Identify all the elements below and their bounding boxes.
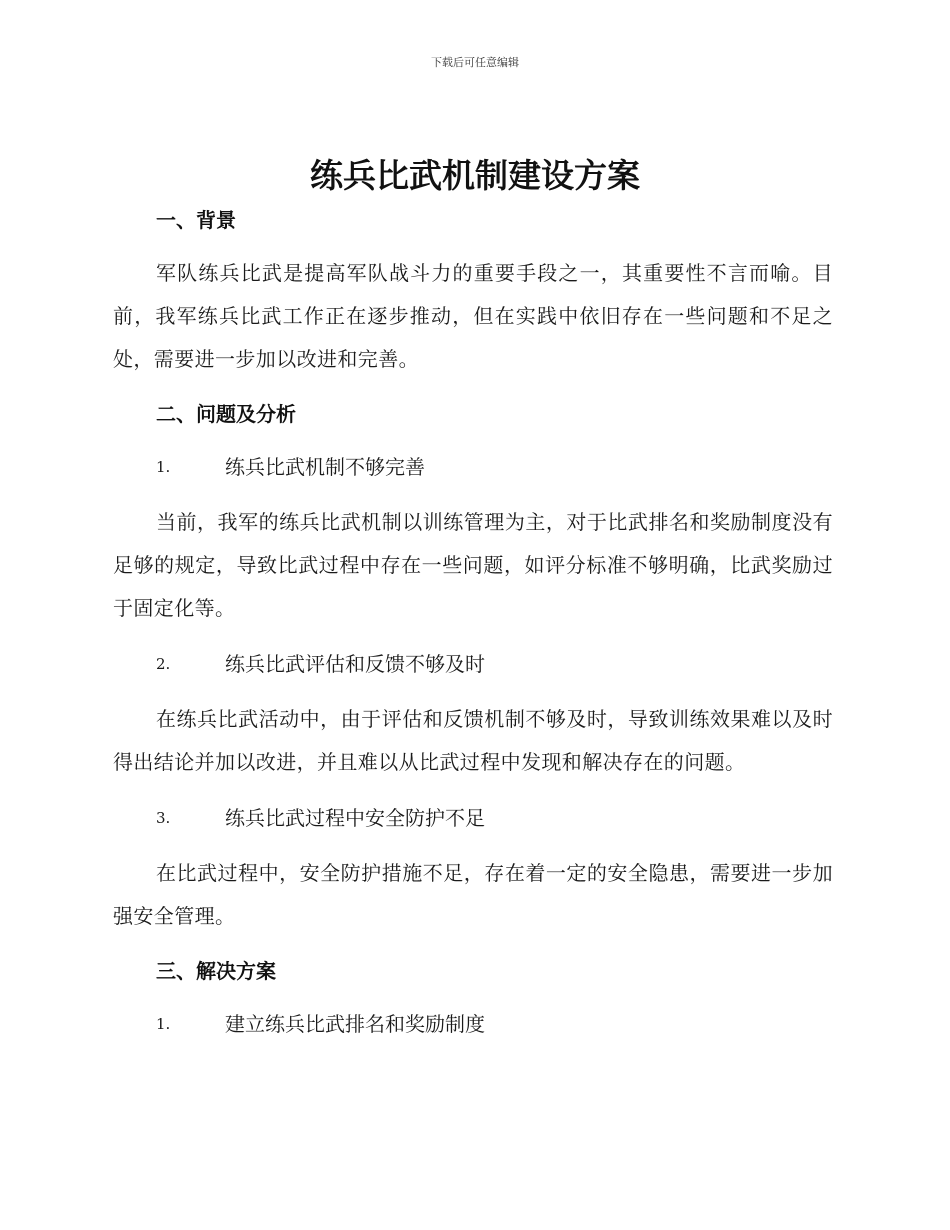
list-number: 3. bbox=[156, 809, 171, 827]
spacer bbox=[113, 630, 833, 643]
problem-2-paragraph: 在练兵比武活动中，由于评估和反馈机制不够及时，导致训练效果难以及时得出结论并加以改进，并且难以从比武过程中发现和解决存在的问题。 bbox=[113, 707, 833, 774]
spacer bbox=[113, 434, 833, 446]
problem-1-paragraph: 当前，我军的练兵比武机制以训练管理为主，对于比武排名和奖励制度没有足够的规定，导致比武过程中存在一些问题，如评分标准不够明确，比武奖励过于固定化等。 bbox=[113, 510, 833, 620]
page-header-note: 下载后可任意编辑 bbox=[431, 56, 519, 69]
section-heading-problems: 二、问题及分析 bbox=[156, 402, 296, 426]
spacer bbox=[113, 991, 833, 1003]
spacer bbox=[113, 686, 833, 698]
spacer bbox=[113, 240, 833, 252]
solution-item-1 bbox=[113, 1003, 833, 1046]
document-body bbox=[113, 200, 833, 1046]
problem-3-paragraph: 在比武过程中，安全防护措施不足，存在着一定的安全隐患，需要进一步加强安全管理。 bbox=[113, 861, 833, 928]
list-item-title: 建立练兵比武排名和奖励制度 bbox=[225, 1012, 485, 1036]
list-number: 1. bbox=[156, 458, 171, 476]
list-item-title: 练兵比武评估和反馈不够及时 bbox=[225, 652, 485, 676]
problem-item-2 bbox=[113, 643, 833, 686]
list-number: 1. bbox=[156, 1015, 171, 1033]
list-item-title: 练兵比武过程中安全防护不足 bbox=[225, 806, 485, 830]
page-title: 练兵比武机制建设方案 bbox=[310, 156, 640, 195]
spacer bbox=[113, 381, 833, 394]
spacer bbox=[113, 938, 833, 951]
spacer bbox=[113, 489, 833, 501]
list-item-title: 练兵比武机制不够完善 bbox=[225, 455, 425, 479]
background-paragraph: 军队练兵比武是提高军队战斗力的重要手段之一，其重要性不言而喻。目前，我军练兵比武工作正在逐步推动，但在实践中依旧存在一些问题和不足之处，需要进一步加以改进和完善。 bbox=[113, 261, 833, 371]
problem-item-3 bbox=[113, 797, 833, 840]
section-heading-solutions: 三、解决方案 bbox=[156, 959, 276, 983]
section-heading-background: 一、背景 bbox=[156, 208, 236, 232]
list-number: 2. bbox=[156, 655, 171, 673]
problem-item-1 bbox=[113, 446, 833, 489]
spacer bbox=[113, 840, 833, 852]
spacer bbox=[113, 784, 833, 797]
